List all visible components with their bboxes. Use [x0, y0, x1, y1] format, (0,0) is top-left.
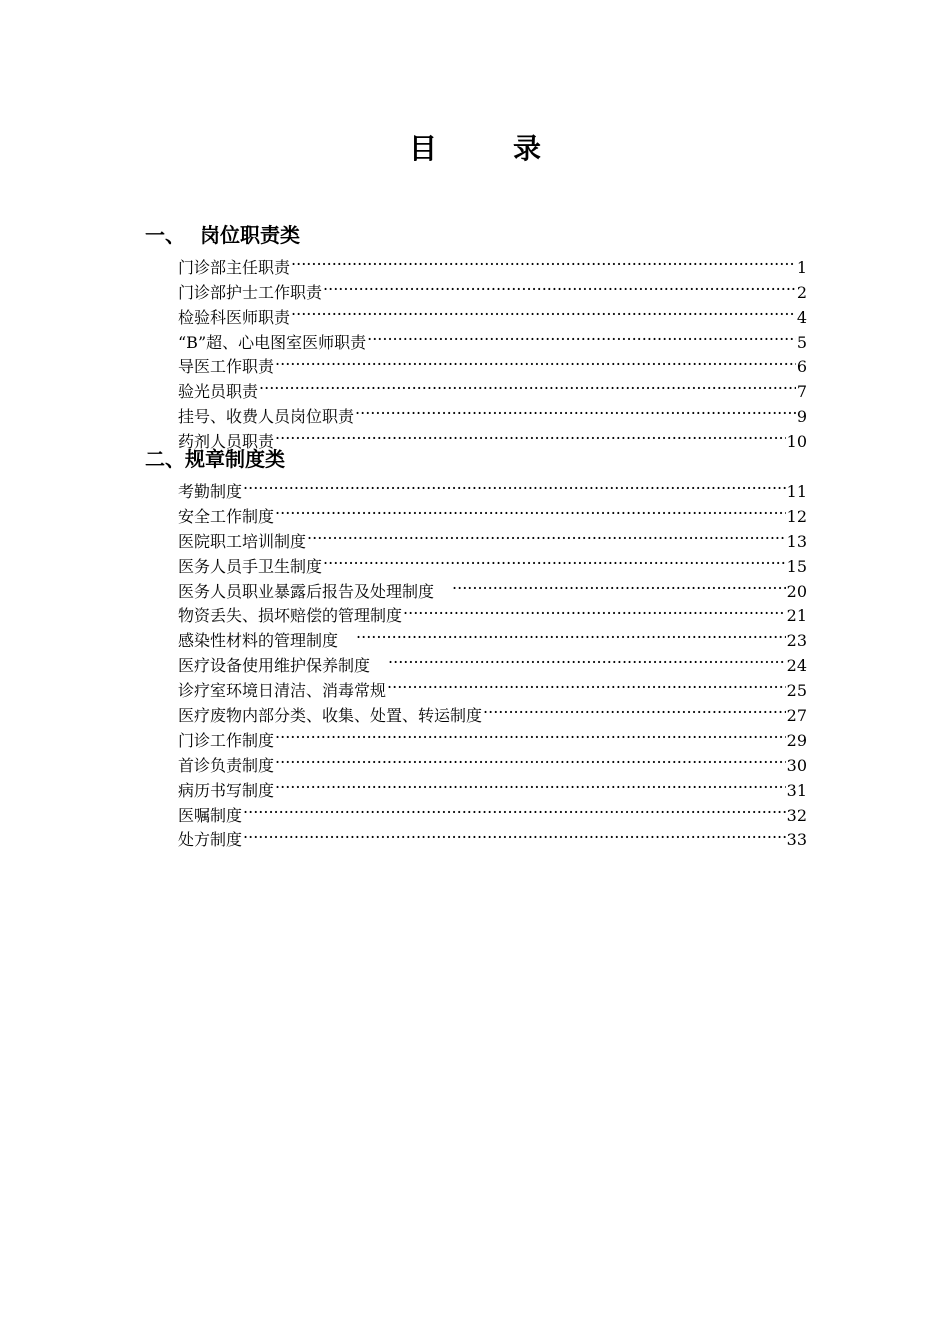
toc-entry-label: 首诊负责制度 [178, 755, 275, 775]
toc-entry-page: 2 [796, 282, 807, 302]
dot-leader [452, 572, 786, 597]
toc-entry-label: 医疗设备使用维护保养制度 [178, 656, 371, 676]
toc-entry-label: 验光员职责 [178, 382, 259, 402]
dot-leader [243, 796, 786, 821]
toc-entry-label: 病历书写制度 [178, 780, 275, 800]
toc-entry-label: 感染性材料的管理制度 [178, 631, 339, 651]
toc-entry-label: 诊疗室环境日清洁、消毒常规 [178, 681, 387, 701]
dot-leader [323, 273, 796, 298]
toc-entry-page: 13 [786, 531, 807, 551]
toc-entry-label: 安全工作制度 [178, 506, 275, 526]
section-number: 二、 [145, 447, 185, 472]
toc-entry-label: 医嘱制度 [178, 805, 243, 825]
page-title-first-char: 目 [408, 132, 437, 165]
toc-entry-label: 物资丢失、损坏赔偿的管理制度 [178, 606, 403, 626]
dot-leader [323, 547, 786, 572]
toc-entry[interactable] [178, 397, 807, 427]
toc-entry-label: 挂号、收费人员岗位职责 [178, 407, 355, 427]
dot-leader [291, 248, 796, 273]
page-title-second-char: 录 [513, 132, 542, 165]
toc-entry-page: 20 [786, 581, 807, 601]
toc-entry-page: 23 [786, 631, 807, 651]
toc-entry-label: 考勤制度 [178, 482, 243, 502]
section-number: 一、 [145, 223, 185, 247]
dot-leader [483, 696, 786, 721]
toc-entry-label: 门诊部护士工作职责 [178, 282, 323, 302]
section-heading-duties [145, 223, 807, 248]
toc-entry-label: 检验科医师职责 [178, 307, 291, 327]
toc-entry-page: 5 [796, 332, 807, 352]
toc-entry-page: 6 [796, 357, 807, 377]
toc-entry-page: 25 [786, 681, 807, 701]
dot-leader [387, 671, 786, 696]
toc-entry-page: 4 [796, 307, 807, 327]
toc-entry-label: 医疗废物内部分类、收集、处置、转运制度 [178, 706, 483, 726]
toc-entry-page: 33 [786, 830, 807, 850]
toc-entry-page: 27 [786, 706, 807, 726]
toc-entry-page: 30 [786, 755, 807, 775]
toc-entry-page: 15 [786, 556, 807, 576]
toc-entry-page: 11 [786, 482, 807, 502]
toc-entry[interactable] [178, 497, 807, 526]
dot-leader [243, 472, 786, 497]
page-title [0, 131, 950, 167]
toc-entry-label: 药剂人员职责 [178, 432, 275, 452]
dot-leader [367, 323, 796, 348]
toc-entry-label: 医院职工培训制度 [178, 531, 307, 551]
dot-leader [307, 522, 786, 547]
toc-entry-page: 9 [796, 407, 807, 427]
section-heading-regulations [145, 447, 807, 472]
toc-entry[interactable] [178, 372, 807, 402]
toc-entry-label: 处方制度 [178, 830, 243, 850]
toc-entry-page: 24 [786, 656, 807, 676]
toc-entry-label: “B”超、心电图室医师职责 [178, 332, 367, 352]
toc-entry[interactable] [178, 472, 807, 502]
table-of-contents [145, 223, 807, 850]
section-title: 规章制度类 [185, 447, 285, 472]
dot-leader [275, 497, 786, 522]
toc-entry-page: 10 [786, 432, 807, 452]
toc-entry-page: 12 [786, 506, 807, 526]
toc-entry-label: 门诊部主任职责 [178, 257, 291, 277]
dot-leader [355, 397, 796, 422]
dot-leader [403, 597, 786, 622]
dot-leader [388, 646, 786, 671]
toc-entry-page: 32 [786, 805, 807, 825]
dot-leader [291, 298, 796, 323]
dot-leader [275, 348, 796, 373]
toc-entry[interactable] [178, 796, 807, 825]
dot-leader [275, 721, 786, 746]
dot-leader [243, 821, 786, 846]
toc-entry-page: 29 [786, 730, 807, 750]
dot-leader [275, 422, 786, 447]
toc-entry-label: 导医工作职责 [178, 357, 275, 377]
toc-entry-label: 医务人员职业暴露后报告及处理制度 [178, 581, 435, 601]
toc-entry-page: 7 [796, 382, 807, 402]
toc-entry-label: 门诊工作制度 [178, 730, 275, 750]
toc-entry-page: 21 [786, 606, 807, 626]
dot-leader [259, 372, 796, 397]
toc-entry-label: 医务人员手卫生制度 [178, 556, 323, 576]
section-title: 岗位职责类 [200, 223, 300, 247]
dot-leader [275, 746, 786, 771]
toc-entry-page: 31 [786, 780, 807, 800]
toc-entry[interactable] [178, 821, 807, 850]
dot-leader [275, 771, 786, 796]
toc-entry[interactable] [178, 248, 807, 277]
toc-entry-page: 1 [796, 257, 807, 277]
dot-leader [356, 621, 786, 646]
